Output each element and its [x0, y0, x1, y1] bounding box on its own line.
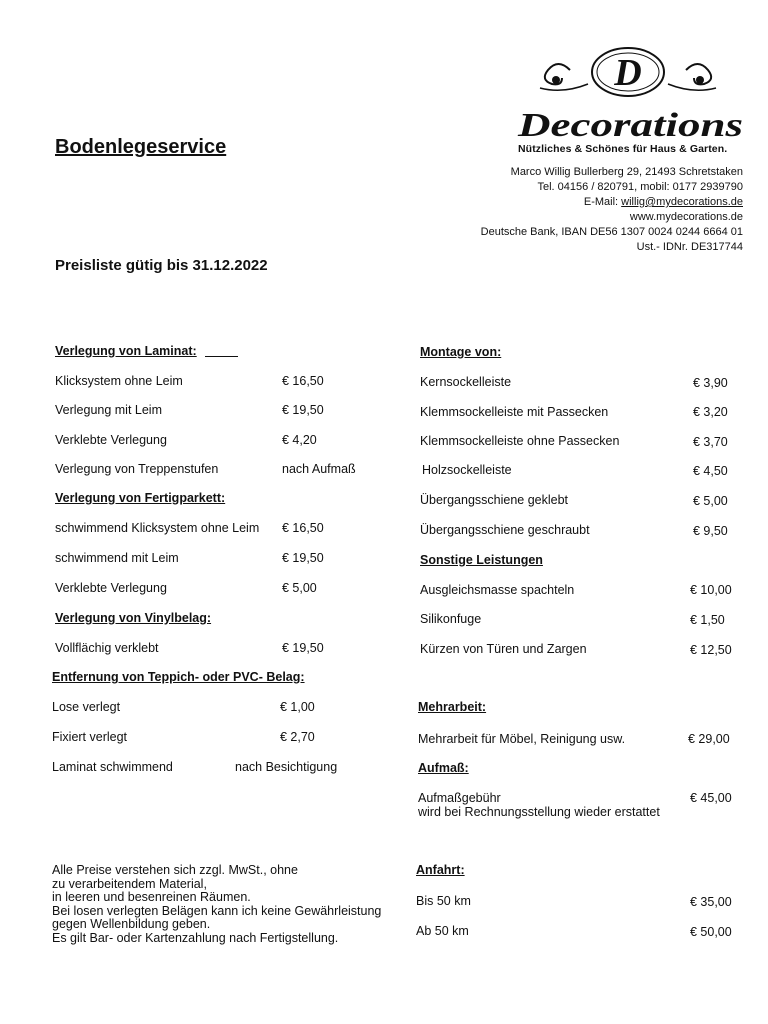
heading-laminat: Verlegung von Laminat: [55, 344, 197, 358]
heading-aufmass: Aufmaß: [418, 761, 469, 775]
list-item-label: Verlegung mit Leim [55, 403, 163, 417]
terms-line: gegen Wellenbildung geben. [52, 917, 211, 932]
contact-address: Marco Willig Bullerberg 29, 21493 Schretstaken [510, 166, 743, 178]
list-item-label: schwimmend mit Leim [55, 551, 179, 565]
list-item-label: Verlegung von Treppenstufen [55, 462, 219, 476]
list-item-label: Holzsockelleiste [422, 463, 512, 477]
list-item-price: € 35,00 [690, 895, 732, 909]
contact-bank: Deutsche Bank, IBAN DE56 1307 0024 0244 6664 01 [480, 226, 743, 238]
heading-mehrarbeit: Mehrarbeit: [418, 700, 487, 714]
list-item-label: Kürzen von Türen und Zargen [420, 642, 587, 656]
list-item-label: Mehrarbeit für Möbel, Reinigung usw. [418, 732, 626, 746]
price-list-validity: Preisliste gütig bis 31.12.2022 [55, 257, 268, 274]
list-item-price: € 2,70 [280, 730, 315, 744]
list-item-price: € 19,50 [282, 641, 324, 655]
terms-line: Es gilt Bar- oder Kartenzahlung nach Fertigstellung. [52, 930, 339, 945]
list-item-price: € 45,00 [690, 791, 732, 805]
list-item-price: € 4,20 [282, 433, 317, 447]
list-item-label: Silikonfuge [420, 612, 482, 626]
aufmass-fee [418, 791, 660, 819]
terms-line: Bei losen verlegten Belägen kann ich keine Gewährleistung [52, 903, 382, 918]
list-item-label: schwimmend Klicksystem ohne Leim [55, 521, 260, 535]
decorations-logo [510, 40, 750, 160]
list-item-price: € 16,50 [282, 521, 324, 535]
contact-email-label: E-Mail: [583, 196, 622, 208]
list-item-price: € 5,00 [282, 581, 317, 595]
list-item-label: Bis 50 km [416, 894, 471, 908]
terms-line: zu verarbeitendem Material, [52, 876, 207, 891]
list-item-label: Übergangsschiene geklebt [420, 493, 569, 507]
list-item-price: € 3,70 [693, 435, 728, 449]
list-item-price: € 19,50 [282, 403, 324, 417]
list-item-label: Laminat schwimmend [52, 760, 173, 774]
list-item-price: nach Besichtigung [235, 760, 338, 774]
list-item-label: Fixiert verlegt [52, 730, 128, 744]
list-item-label: Klemmsockelleiste mit Passecken [420, 405, 609, 419]
aufmass-label: Aufmaßgebühr [418, 791, 501, 805]
heading-vinyl: Verlegung von Vinylbelag: [55, 611, 212, 625]
contact-phone: Tel. 04156 / 820791, mobil: 0177 2939790 [537, 181, 743, 193]
list-item-label: Klicksystem ohne Leim [55, 374, 183, 388]
list-item-label: Ausgleichsmasse spachteln [420, 583, 575, 597]
terms-line: in leeren und besenreinen Räumen. [52, 890, 251, 905]
list-item-price: € 1,50 [690, 613, 725, 627]
list-item-price: nach Aufmaß [282, 462, 356, 476]
list-item-price: € 16,50 [282, 374, 324, 388]
list-item-price: € 5,00 [693, 494, 728, 508]
list-item-price: € 12,50 [690, 643, 732, 657]
list-item-price: € 4,50 [693, 464, 728, 478]
contact-block [423, 165, 743, 255]
list-item-label: Verklebte Verlegung [55, 581, 167, 595]
list-item-price: € 3,90 [693, 376, 728, 390]
list-item-label: Vollflächig verklebt [55, 641, 159, 655]
list-item-label: Lose verlegt [52, 700, 121, 714]
logo-tagline: Nützliches & Schönes für Haus & Garten. [518, 143, 728, 155]
heading-anfahrt: Anfahrt: [416, 863, 465, 877]
heading-fertigparkett: Verlegung von Fertigparkett: [55, 491, 226, 505]
list-item-price: € 1,00 [280, 700, 315, 714]
list-item-label: Verklebte Verlegung [55, 433, 167, 447]
list-item-price: € 9,50 [693, 524, 728, 538]
terms-note [52, 864, 402, 946]
contact-email-link[interactable]: willig@mydecorations.de [621, 196, 743, 208]
list-item-price: € 29,00 [688, 732, 730, 746]
page-title: Bodenlegeservice [55, 136, 227, 158]
contact-email-line [423, 195, 743, 210]
heading-sonstige: Sonstige Leistungen [420, 553, 543, 567]
logo-monogram: D [614, 52, 642, 94]
heading-montage: Montage von: [420, 345, 502, 359]
list-item-label: Kernsockelleiste [420, 375, 512, 389]
aufmass-sublabel: wird bei Rechnungsstellung wieder erstattet [418, 805, 660, 819]
list-item-price: € 19,50 [282, 551, 324, 565]
list-item-price: € 10,00 [690, 583, 732, 597]
list-item-label: Übergangsschiene geschraubt [420, 523, 590, 537]
list-item-label: Klemmsockelleiste ohne Passecken [420, 434, 620, 448]
list-item-label: Ab 50 km [416, 924, 469, 938]
heading-entfernung: Entfernung von Teppich- oder PVC- Belag: [52, 670, 305, 684]
terms-line: Alle Preise verstehen sich zzgl. MwSt., ohne [52, 863, 298, 877]
contact-tax-id: Ust.- IDNr. DE317744 [636, 241, 743, 253]
heading-underline-extension [205, 356, 238, 357]
list-item-price: € 3,20 [693, 405, 728, 419]
contact-web[interactable]: www.mydecorations.de [629, 211, 743, 223]
logo-wordmark: Decorations [516, 107, 743, 144]
list-item-price: € 50,00 [690, 925, 732, 939]
